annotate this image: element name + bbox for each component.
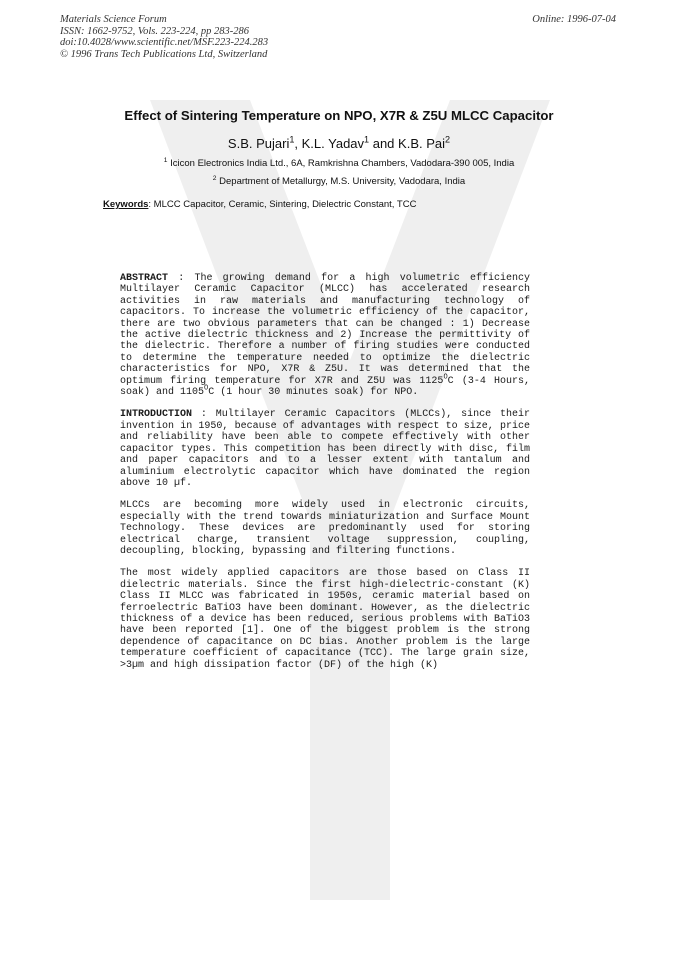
affiliation-marker: 1 xyxy=(364,134,370,145)
author-name: K.L. Yadav xyxy=(301,136,365,151)
issn-line: ISSN: 1662-9752, Vols. 223-224, pp 283-286 xyxy=(60,25,249,37)
abstract-text: C (3-4 Hours, soak) and 1105 xyxy=(120,375,530,399)
affiliation-number: 2 xyxy=(212,174,217,182)
affiliation-1 xyxy=(0,158,678,169)
body-paragraph-3: The most widely applied capacitors are those based on Class II dielectric materials. Since the first high-dielectric-constant (K) Class II MLCC was fabricated in 1950s, ceramic material based on ferroelectric BaTiO3 have been dominant. However, as the dielectric thickness of a device has been reduced, serious problems with BaTiO3 have been reported [1]. One of the biggest problem is the strong dependence of capacitance on DC bias. Another problem is the large temperature coefficient of capacitance (TCC). The large grain size, >3µm and high dissipation factor (DF) of the high (K) xyxy=(120,568,530,671)
abstract-label: ABSTRACT xyxy=(120,273,169,284)
journal-name: Materials Science Forum xyxy=(60,14,167,25)
abstract-text: C (1 hour 30 minutes soak) for NPO. xyxy=(208,387,419,399)
journal-header xyxy=(60,14,268,60)
copyright-line: © 1996 Trans Tech Publications Ltd, Switzerland xyxy=(60,48,268,60)
body-paragraph-2: MLCCs are becoming more widely used in electronic circuits, especially with the trend towards miniaturization and Surface Mount Technology. These devices are predominantly used for storing electrical charge, transient voltage suppression, coupling, decoupling, blocking, bypassing and filtering functions. xyxy=(120,500,530,557)
author-list xyxy=(0,136,678,151)
affiliation-marker: 2 xyxy=(445,134,451,145)
affiliation-2 xyxy=(0,176,678,187)
keywords-text: : MLCC Capacitor, Ceramic, Sintering, Dielectric Constant, TCC xyxy=(148,199,417,210)
introduction-label: INTRODUCTION xyxy=(120,409,193,421)
affiliation-number: 1 xyxy=(163,156,168,164)
introduction-text: : Multilayer Ceramic Capacitors (MLCCs), since their invention in 1950, because of advantages with respect to size, price and reliability have been able to compete effectively with other capacitor types. This competition has been directly with disc, film and paper capacitors and to a lesser extent with tantalum and aluminium electrolytic capacitor which have dominated the region above 10 µf. xyxy=(120,409,530,489)
author-separator: and xyxy=(369,136,399,151)
abstract-paragraph xyxy=(120,273,530,398)
introduction-paragraph xyxy=(120,409,530,489)
body-text xyxy=(120,273,530,682)
degree-sign: O xyxy=(443,373,448,382)
author-name: S.B. Pujari xyxy=(227,136,290,151)
abstract-text: : The growing demand for a high volumetric efficiency Multilayer Ceramic Capacitor (MLCC) has accelerated research activities in raw materials and manufacturing technology of capacitors. To increase the volumetric efficiency of the capacitor, there are two obvious parameters that can be changed : 1) Decrease the active dielectric thickness and 2) Increase the permittivity of the dielectric. Therefore a number of firing studies were conducted to determine the temperature needed to optimize the dielectric characteristics for NPO, X7R & Z5U. It was determined that the optimum firing temperature for X7R and Z5U was 1125 xyxy=(120,273,530,387)
paper-title: Effect of Sintering Temperature on NPO, X7R & Z5U MLCC Capacitor xyxy=(124,108,554,123)
keywords-line xyxy=(103,199,416,210)
author-separator: , xyxy=(294,136,302,151)
author-name: K.B. Pai xyxy=(398,136,445,151)
degree-sign: O xyxy=(204,384,209,393)
affiliation-text: Icicon Electronics India Ltd., 6A, Ramkrishna Chambers, Vadodara-390 005, India xyxy=(170,158,515,169)
affiliation-marker: 1 xyxy=(289,134,295,145)
online-date: Online: 1996-07-04 xyxy=(532,14,616,25)
keywords-label: Keywords xyxy=(103,199,149,210)
doi-line[interactable]: doi:10.4028/www.scientific.net/MSF.223-224.283 xyxy=(60,37,269,48)
affiliation-text: Department of Metallurgy, M.S. University, Vadodara, India xyxy=(219,176,466,187)
